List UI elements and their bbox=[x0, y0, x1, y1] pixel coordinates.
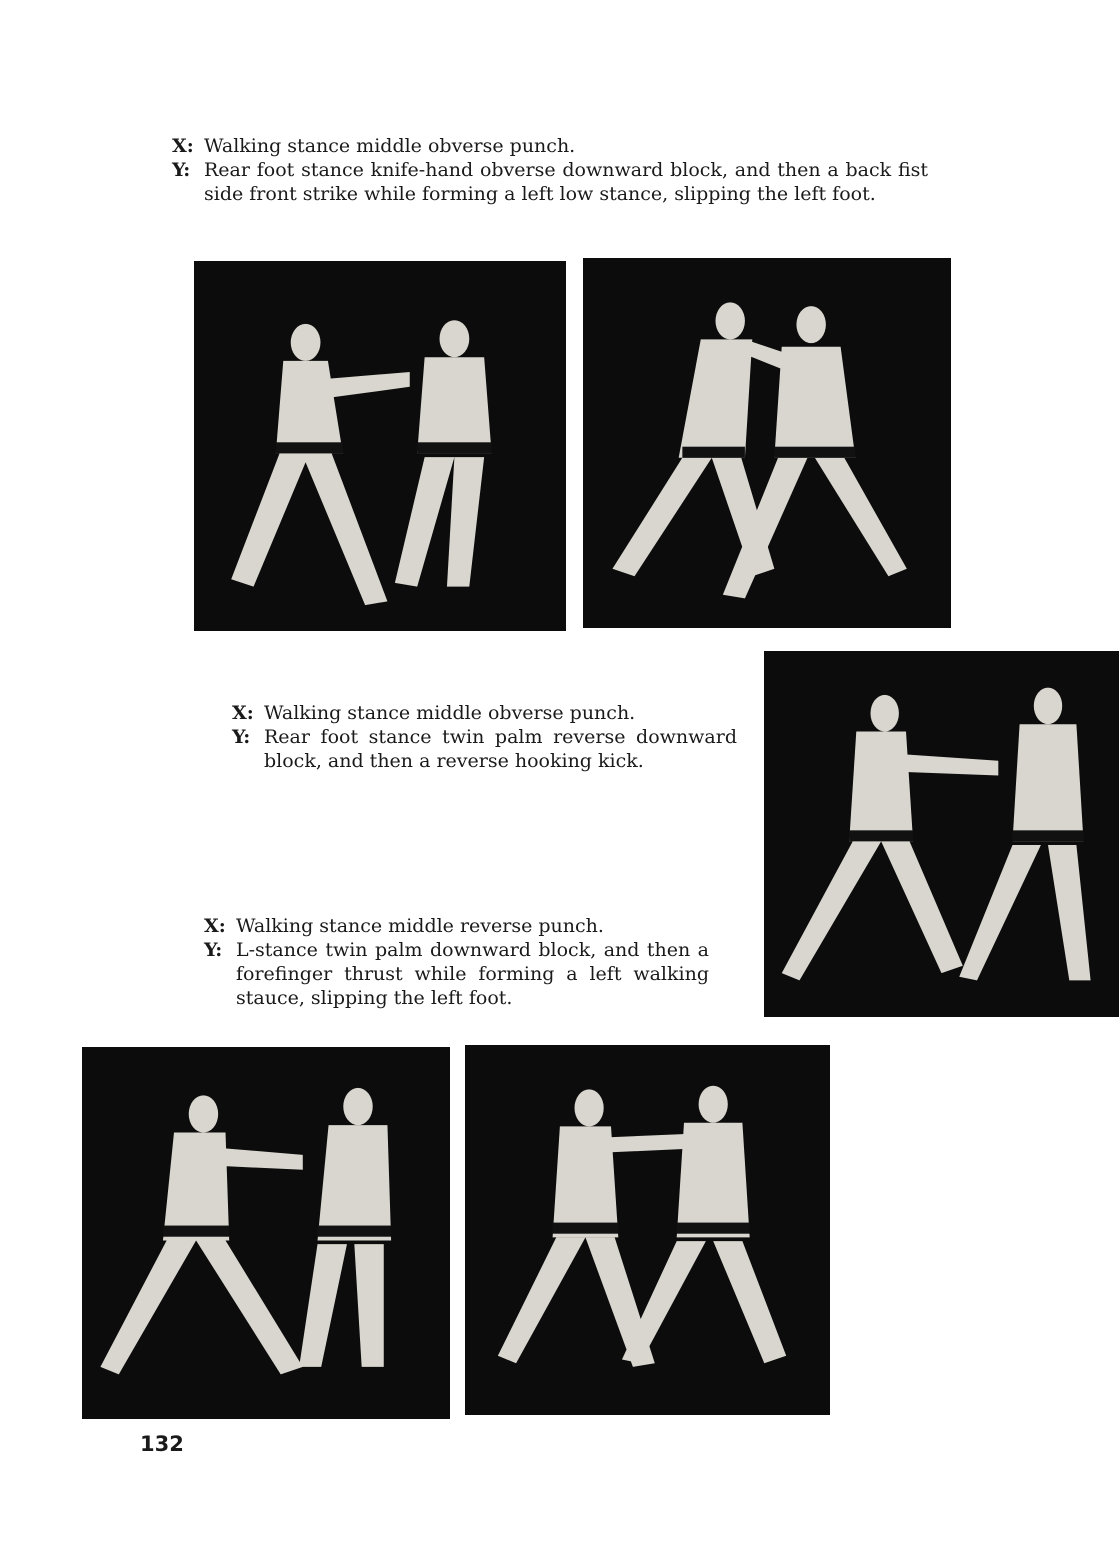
speaker-label: Y: bbox=[204, 939, 223, 961]
photo-1 bbox=[194, 261, 566, 631]
speaker-label: Y: bbox=[172, 159, 191, 181]
caption-line-x bbox=[232, 701, 737, 725]
speaker-label: X: bbox=[204, 915, 226, 937]
caption-line-y bbox=[172, 158, 928, 206]
caption-line-y bbox=[232, 725, 737, 773]
page-number: 132 bbox=[140, 1432, 184, 1456]
caption-line-x bbox=[204, 914, 709, 938]
caption-line-x bbox=[172, 134, 928, 158]
caption-block-3 bbox=[204, 914, 709, 1010]
caption-text: Walking stance middle obverse punch. bbox=[204, 135, 576, 157]
caption-text: Walking stance middle obverse punch. bbox=[264, 702, 636, 724]
caption-line-y bbox=[204, 938, 709, 1010]
speaker-label: Y: bbox=[232, 726, 251, 748]
caption-block-1 bbox=[172, 134, 928, 206]
photo-3 bbox=[764, 651, 1119, 1017]
caption-text: Rear foot stance knife-hand obverse downward block, and then a back fist side front strike while forming a left low stance, slipping the left foot. bbox=[204, 159, 928, 205]
caption-text: Rear foot stance twin palm reverse downward block, and then a reverse hooking kick. bbox=[264, 726, 737, 772]
photo-2 bbox=[583, 258, 951, 628]
caption-block-2 bbox=[232, 701, 737, 773]
photo-4 bbox=[82, 1047, 450, 1419]
speaker-label: X: bbox=[172, 135, 194, 157]
photo-5 bbox=[465, 1045, 830, 1415]
caption-text: Walking stance middle reverse punch. bbox=[236, 915, 604, 937]
caption-text: L-stance twin palm downward block, and then a forefinger thrust while forming a left walking stauce, slipping the left foot. bbox=[236, 939, 709, 1009]
speaker-label: X: bbox=[232, 702, 254, 724]
